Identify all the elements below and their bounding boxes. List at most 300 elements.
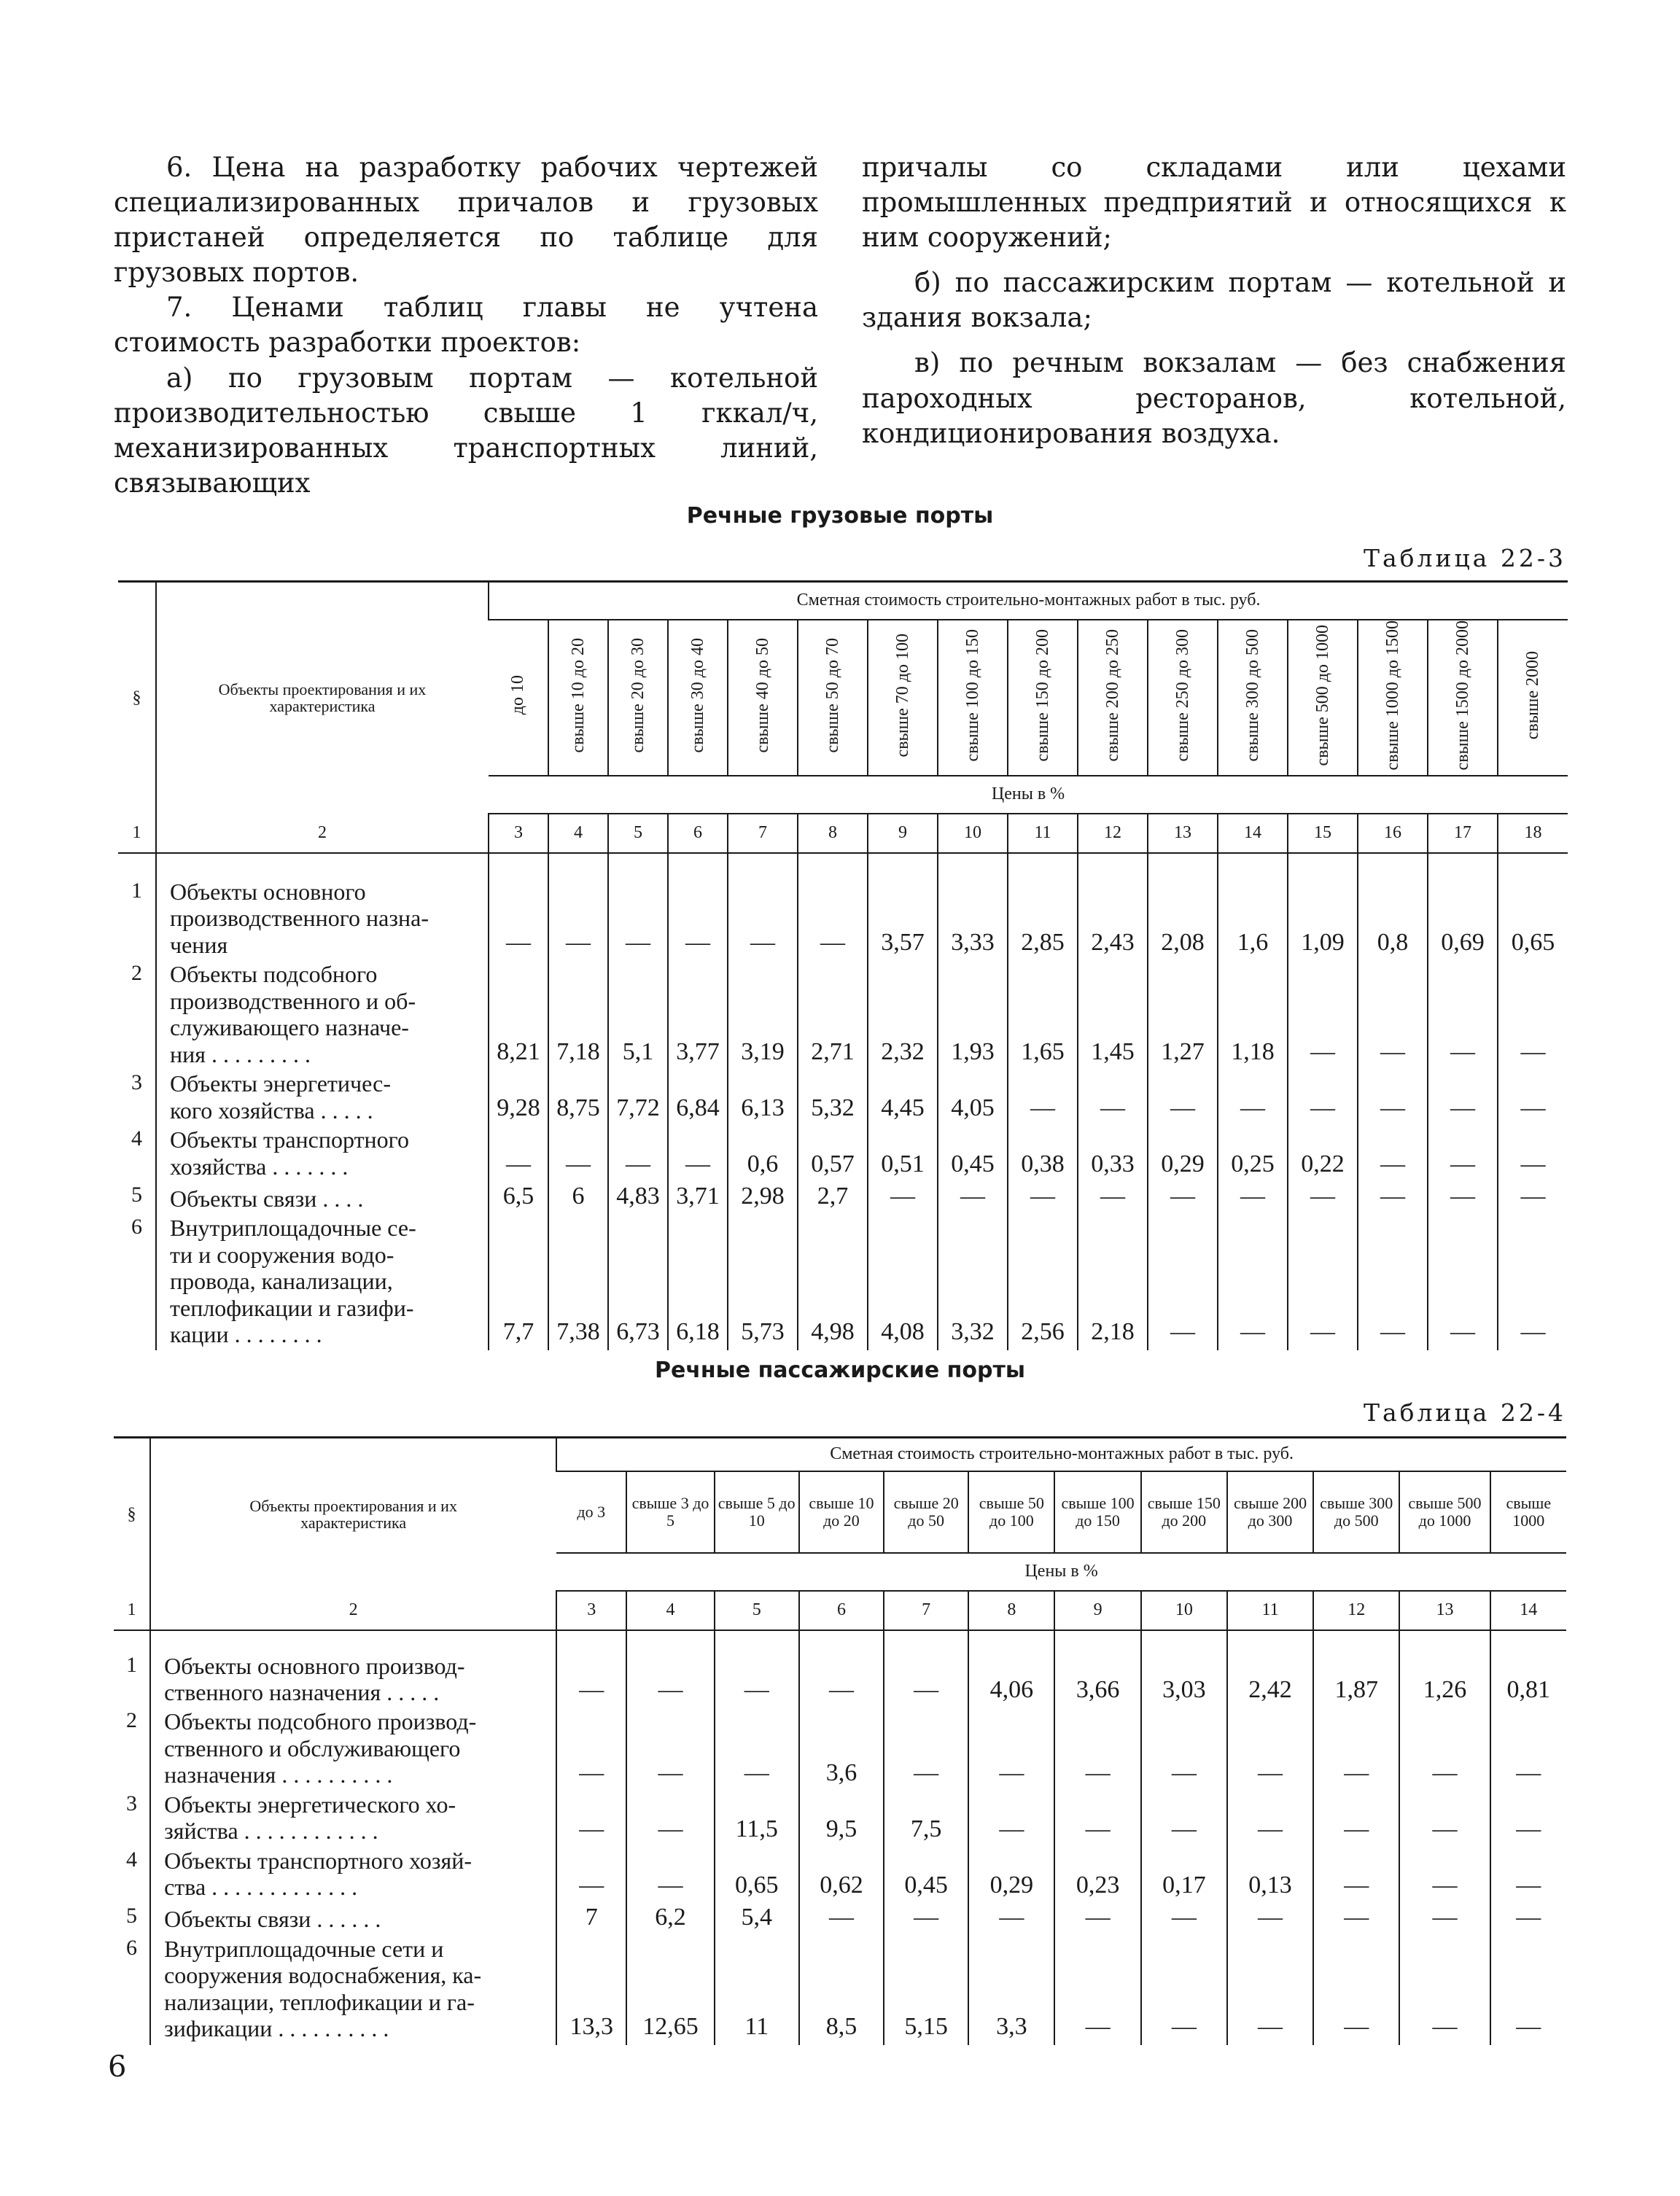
price-cell: — — [728, 853, 798, 961]
price-cell: 0,29 — [968, 1847, 1054, 1904]
price-cell: 11,5 — [715, 1791, 799, 1847]
header-cost: Сметная стоимость строительно-монтажных работ в тыс. руб. — [489, 582, 1568, 620]
price-cell: 7 — [556, 1904, 626, 1936]
row-label-line: нализации, теплофикации и га- — [164, 1988, 475, 2015]
price-cell: 4,45 — [868, 1070, 938, 1126]
row-label — [150, 1630, 556, 1709]
price-cell: 11 — [715, 1936, 799, 2045]
price-cell: — — [1008, 1183, 1078, 1215]
price-cell: — — [1313, 1936, 1399, 2045]
price-cell: — — [1218, 1183, 1288, 1215]
header-prices: Цены в % — [556, 1553, 1566, 1591]
colnum: 13 — [1148, 814, 1218, 853]
price-cell: 0,25 — [1218, 1126, 1288, 1183]
price-cell: — — [1218, 1070, 1288, 1126]
paragraph-7a: а) по грузовым портам — котельной производительностью свыше 1 гккал/ч, механизированных транспортных линий, связывающих — [114, 362, 818, 499]
price-cell: 0,57 — [798, 1126, 868, 1183]
price-cell: — — [1358, 1126, 1428, 1183]
range-label: свыше 1500 до 2000 — [1452, 620, 1472, 770]
price-cell: — — [968, 1708, 1054, 1791]
colnum: 6 — [799, 1591, 884, 1630]
row-number: 4 — [131, 1126, 142, 1151]
price-cell: — — [1358, 1215, 1428, 1350]
row-label-line: Внутриплощадочные сети и — [164, 1935, 444, 1962]
row-label-line: Объекты связи . . . . . . — [164, 1906, 381, 1933]
range-label: до 10 — [508, 675, 528, 715]
row-number: 1 — [126, 1652, 138, 1677]
price-cell: 4,83 — [608, 1183, 668, 1215]
colnum: 15 — [1288, 814, 1358, 853]
row-label-line: назначения . . . . . . . . . . — [164, 1761, 393, 1788]
header-section: § — [118, 582, 156, 814]
row-label-line: Объекты транспортного — [170, 1126, 409, 1153]
range-label: свыше 70 до 100 — [892, 633, 912, 757]
row-label — [150, 1847, 556, 1904]
page-number: 6 — [108, 2050, 127, 2084]
price-cell: 2,43 — [1078, 853, 1148, 961]
price-cell: 0,33 — [1078, 1126, 1148, 1183]
price-cell: — — [608, 853, 668, 961]
row-number: 5 — [126, 1903, 138, 1928]
row-label-line: ства . . . . . . . . . . . . . — [164, 1874, 358, 1901]
colnum: 10 — [938, 814, 1008, 853]
price-cell: — — [1227, 1791, 1313, 1847]
header-section: § — [114, 1438, 150, 1591]
range-col-6 — [668, 620, 728, 776]
colnum: 11 — [1227, 1591, 1313, 1630]
price-cell: — — [1498, 1215, 1568, 1350]
colnum: 12 — [1313, 1591, 1399, 1630]
price-cell: 5,73 — [728, 1215, 798, 1350]
range-col-10 — [938, 620, 1008, 776]
price-cell: 2,42 — [1227, 1630, 1313, 1709]
range-col-4 — [548, 620, 608, 776]
table1-caption: Речные грузовые порты — [686, 503, 994, 529]
range-label: свыше 40 до 50 — [752, 637, 772, 752]
row-label-line: Объекты основного производ- — [164, 1652, 465, 1679]
price-cell: 0,13 — [1227, 1847, 1313, 1904]
colnum: 2 — [156, 814, 489, 853]
price-cell: — — [1399, 1847, 1490, 1904]
colnum: 2 — [150, 1591, 556, 1630]
range-label: свыше 30 до 40 — [688, 637, 707, 752]
price-cell: 3,03 — [1141, 1630, 1227, 1709]
intro-text — [114, 150, 1566, 501]
price-cell: — — [938, 1183, 1008, 1215]
colnum: 9 — [868, 814, 938, 853]
price-cell: — — [799, 1630, 884, 1709]
price-cell: 0,6 — [728, 1126, 798, 1183]
row-label-line: провода, канализации, — [170, 1268, 393, 1295]
price-cell: — — [868, 1183, 938, 1215]
range-col-9 — [868, 620, 938, 776]
price-cell: 0,65 — [1498, 853, 1568, 961]
price-cell: — — [548, 853, 608, 961]
range-col-12 — [1078, 620, 1148, 776]
price-cell: 2,32 — [868, 961, 938, 1070]
price-cell: 3,3 — [968, 1936, 1054, 2045]
price-cell: — — [548, 1126, 608, 1183]
price-cell: — — [626, 1708, 714, 1791]
table-row — [118, 853, 1568, 961]
price-cell: 7,18 — [548, 961, 608, 1070]
header-cost: Сметная стоимость строительно-монтажных работ в тыс. руб. — [556, 1438, 1566, 1471]
colnum: 7 — [884, 1591, 968, 1630]
price-cell: 0,22 — [1288, 1126, 1358, 1183]
price-cell: 0,69 — [1428, 853, 1498, 961]
intro-left-column — [114, 150, 818, 501]
price-cell: — — [1054, 1936, 1140, 2045]
row-label-line: Внутриплощадочные се- — [170, 1215, 416, 1242]
price-cell: — — [798, 853, 868, 961]
price-cell: 8,21 — [489, 961, 548, 1070]
price-cell: 0,17 — [1141, 1847, 1227, 1904]
price-cell: 1,87 — [1313, 1630, 1399, 1709]
row-label-line: Объекты энергетического хо- — [164, 1791, 456, 1818]
price-cell: — — [626, 1630, 714, 1709]
range-col-13 — [1148, 620, 1218, 776]
price-cell: 4,08 — [868, 1215, 938, 1350]
row-number: 6 — [131, 1215, 142, 1239]
price-cell: — — [1490, 1936, 1566, 2045]
price-cell: — — [1313, 1904, 1399, 1936]
intro-right-column — [862, 150, 1566, 501]
price-cell: 2,08 — [1148, 853, 1218, 961]
row-label — [150, 1904, 556, 1936]
price-cell: — — [884, 1904, 968, 1936]
row-label-line: Объекты транспортного хозяй- — [164, 1847, 472, 1874]
price-cell: 5,1 — [608, 961, 668, 1070]
range-col-8: свыше 50 до 100 — [968, 1471, 1054, 1553]
row-label-line: служивающего назначе- — [170, 1014, 409, 1041]
price-cell: — — [1141, 1904, 1227, 1936]
price-cell: — — [1358, 1070, 1428, 1126]
price-cell: — — [1490, 1847, 1566, 1904]
price-cell: — — [1498, 1126, 1568, 1183]
row-label-line: ственного и обслуживающего — [164, 1734, 461, 1761]
price-cell: — — [1358, 961, 1428, 1070]
price-cell: 1,65 — [1008, 961, 1078, 1070]
price-cell: 1,09 — [1288, 853, 1358, 961]
price-cell: 2,7 — [798, 1183, 868, 1215]
price-cell: — — [1078, 1183, 1148, 1215]
price-cell: — — [556, 1791, 626, 1847]
table-row — [114, 1936, 1566, 2045]
price-cell: 6,84 — [668, 1070, 728, 1126]
row-label-line: зяйства . . . . . . . . . . . . — [164, 1818, 378, 1845]
range-col-6: свыше 10 до 20 — [799, 1471, 884, 1553]
price-cell: 6,13 — [728, 1070, 798, 1126]
range-col-4: свыше 3 до 5 — [626, 1471, 714, 1553]
range-col-8 — [798, 620, 868, 776]
range-col-13: свыше 500 до 1000 — [1399, 1471, 1490, 1553]
price-cell: — — [556, 1847, 626, 1904]
table-22-4 — [114, 1436, 1566, 2045]
table-row — [118, 1215, 1568, 1350]
price-cell: 0,38 — [1008, 1126, 1078, 1183]
colnum: 5 — [608, 814, 668, 853]
price-cell: 0,51 — [868, 1126, 938, 1183]
price-cell: — — [1141, 1708, 1227, 1791]
colnum: 7 — [728, 814, 798, 853]
colnum: 10 — [1141, 1591, 1227, 1630]
price-cell: 2,18 — [1078, 1215, 1148, 1350]
colnum: 11 — [1008, 814, 1078, 853]
table-row — [118, 961, 1568, 1070]
price-cell: — — [626, 1791, 714, 1847]
range-col-16 — [1358, 620, 1428, 776]
price-cell: 4,98 — [798, 1215, 868, 1350]
colnum: 5 — [715, 1591, 799, 1630]
price-cell: — — [1148, 1183, 1218, 1215]
table-row — [118, 1126, 1568, 1183]
price-cell: 5,15 — [884, 1936, 968, 2045]
price-cell: — — [1148, 1070, 1218, 1126]
header-objects-text: Объекты проектирования и их характеристика — [218, 680, 427, 716]
range-label: свыше 250 до 300 — [1172, 628, 1192, 761]
paragraph-7a-continued: причалы со складами или цехами промышленных предприятий и относящихся к ним сооружений; — [862, 152, 1566, 254]
colnum: 17 — [1428, 814, 1498, 853]
colnum: 3 — [489, 814, 548, 853]
row-number: 2 — [126, 1708, 138, 1733]
row-number: 4 — [126, 1847, 138, 1872]
price-cell: — — [1498, 1070, 1568, 1126]
price-cell: 6,73 — [608, 1215, 668, 1350]
row-label — [156, 1215, 489, 1350]
range-col-3 — [489, 620, 548, 776]
range-label: свыше 50 до 70 — [822, 637, 842, 752]
price-cell: — — [1313, 1791, 1399, 1847]
range-col-10: свыше 150 до 200 — [1141, 1471, 1227, 1553]
price-cell: — — [1054, 1708, 1140, 1791]
range-col-18 — [1498, 620, 1568, 776]
range-label: свыше 150 до 200 — [1032, 628, 1052, 761]
range-col-14: свыше 1000 — [1490, 1471, 1566, 1553]
price-cell: — — [556, 1708, 626, 1791]
price-cell: 3,71 — [668, 1183, 728, 1215]
price-cell: — — [1313, 1708, 1399, 1791]
price-cell: — — [1399, 1904, 1490, 1936]
price-cell: 3,32 — [938, 1215, 1008, 1350]
row-label — [156, 1183, 489, 1215]
price-cell: 8,5 — [799, 1936, 884, 2045]
row-label-line: производственного и об- — [170, 987, 416, 1014]
row-number: 3 — [126, 1791, 138, 1815]
price-cell: — — [1288, 1183, 1358, 1215]
colnum: 1 — [118, 814, 156, 853]
price-cell: 7,38 — [548, 1215, 608, 1350]
price-cell: — — [1227, 1936, 1313, 2045]
price-cell: — — [1141, 1791, 1227, 1847]
header-objects — [150, 1438, 556, 1591]
price-cell: 12,65 — [626, 1936, 714, 2045]
price-cell: 0,8 — [1358, 853, 1428, 961]
price-cell: 3,77 — [668, 961, 728, 1070]
price-cell: — — [1227, 1708, 1313, 1791]
price-cell: — — [799, 1904, 884, 1936]
header-prices: Цены в % — [489, 776, 1568, 814]
table-row — [118, 1070, 1568, 1126]
price-cell: — — [1358, 1183, 1428, 1215]
price-cell: 3,6 — [799, 1708, 884, 1791]
colnum: 6 — [668, 814, 728, 853]
price-cell: — — [1498, 961, 1568, 1070]
header-objects-text: Объекты проектирования и их характеристика — [249, 1497, 457, 1533]
range-label: свыше 100 до 150 — [962, 628, 982, 761]
price-cell: 5,32 — [798, 1070, 868, 1126]
row-number: 6 — [126, 1935, 138, 1960]
price-cell: — — [968, 1791, 1054, 1847]
price-cell: 1,93 — [938, 961, 1008, 1070]
price-cell: 3,66 — [1054, 1630, 1140, 1709]
row-label — [156, 853, 489, 961]
price-cell: — — [668, 1126, 728, 1183]
price-cell: — — [1148, 1215, 1218, 1350]
price-cell: 1,45 — [1078, 961, 1148, 1070]
colnum: 14 — [1490, 1591, 1566, 1630]
price-cell: — — [1054, 1904, 1140, 1936]
row-number: 2 — [131, 961, 142, 986]
colnum: 3 — [556, 1591, 626, 1630]
price-cell: 3,33 — [938, 853, 1008, 961]
colnum: 13 — [1399, 1591, 1490, 1630]
price-cell: 6,5 — [489, 1183, 548, 1215]
price-cell: 3,19 — [728, 961, 798, 1070]
paragraph-6: 6. Цена на разработку рабочих чертежей специализированных причалов и грузовых пристаней определяется по таблице для грузовых портов. — [114, 152, 818, 289]
price-cell: 4,05 — [938, 1070, 1008, 1126]
price-cell: 4,06 — [968, 1630, 1054, 1709]
colnum: 14 — [1218, 814, 1288, 853]
range-col-9: свыше 100 до 150 — [1054, 1471, 1140, 1553]
price-cell: — — [1490, 1904, 1566, 1936]
range-label: свыше 2000 — [1523, 650, 1543, 739]
range-label: свыше 300 до 500 — [1242, 628, 1262, 761]
row-label — [150, 1708, 556, 1791]
price-cell: — — [1428, 1070, 1498, 1126]
paragraph-7: 7. Ценами таблиц главы не учтена стоимость разработки проектов: — [114, 292, 818, 359]
price-cell: — — [968, 1904, 1054, 1936]
paragraph-7b: б) по пассажирским портам — котельной и здания вокзала; — [862, 267, 1566, 334]
row-number: 1 — [131, 878, 142, 903]
price-cell: — — [884, 1630, 968, 1709]
colnum: 9 — [1054, 1591, 1140, 1630]
price-cell: 6,2 — [626, 1904, 714, 1936]
row-label-line: кого хозяйства . . . . . — [170, 1097, 373, 1124]
price-cell: — — [1218, 1215, 1288, 1350]
price-cell: 1,18 — [1218, 961, 1288, 1070]
price-cell: — — [1428, 1183, 1498, 1215]
price-cell: — — [1428, 1126, 1498, 1183]
row-label-line: сооружения водоснабжения, ка- — [164, 1962, 482, 1989]
price-cell: 3,57 — [868, 853, 938, 961]
colnum: 16 — [1358, 814, 1428, 853]
row-label-line: Объекты связи . . . . — [170, 1185, 364, 1212]
table-row — [114, 1791, 1566, 1847]
row-label — [150, 1936, 556, 2045]
row-label — [156, 1070, 489, 1126]
table2-caption: Речные пассажирские порты — [655, 1358, 1025, 1383]
price-cell: — — [1490, 1708, 1566, 1791]
price-cell: 1,6 — [1218, 853, 1288, 961]
price-cell: 0,45 — [938, 1126, 1008, 1183]
range-label: свыше 10 до 20 — [568, 637, 588, 752]
row-label-line: ния . . . . . . . . . — [170, 1040, 311, 1067]
price-cell: — — [1227, 1904, 1313, 1936]
row-label-line: ти и сооружения водо- — [170, 1241, 394, 1268]
table-22-3 — [118, 580, 1568, 1350]
price-cell: — — [668, 853, 728, 961]
row-label-line: Объекты энергетичес- — [170, 1070, 391, 1097]
price-cell: — — [715, 1708, 799, 1791]
range-col-14 — [1218, 620, 1288, 776]
row-label-line: Объекты основного — [170, 878, 366, 905]
range-label: свыше 1000 до 1500 — [1382, 620, 1402, 770]
table1-body — [118, 853, 1568, 1351]
price-cell: — — [1288, 961, 1358, 1070]
price-cell: 0,29 — [1148, 1126, 1218, 1183]
price-cell: — — [1399, 1791, 1490, 1847]
price-cell: 7,7 — [489, 1215, 548, 1350]
header-objects — [156, 582, 489, 814]
price-cell: — — [1288, 1215, 1358, 1350]
colnum: 4 — [548, 814, 608, 853]
row-label-line: ственного назначения . . . . . — [164, 1678, 440, 1705]
price-cell: 0,65 — [715, 1847, 799, 1904]
table-row — [114, 1708, 1566, 1791]
colnum: 8 — [968, 1591, 1054, 1630]
price-cell: — — [1054, 1791, 1140, 1847]
row-label-line: хозяйства . . . . . . . — [170, 1153, 349, 1180]
range-col-7: свыше 20 до 50 — [884, 1471, 968, 1553]
price-cell: 13,3 — [556, 1936, 626, 2045]
table2-number: Таблица 22-4 — [1363, 1398, 1566, 1427]
row-label-line: Объекты подсобного — [170, 961, 378, 988]
price-cell: — — [556, 1630, 626, 1709]
price-cell: 0,23 — [1054, 1847, 1140, 1904]
price-cell: 1,26 — [1399, 1630, 1490, 1709]
colnum: 8 — [798, 814, 868, 853]
row-label-line: зификации . . . . . . . . . . — [164, 2015, 389, 2042]
range-col-11: свыше 200 до 300 — [1227, 1471, 1313, 1553]
price-cell: — — [1141, 1936, 1227, 2045]
price-cell: 9,28 — [489, 1070, 548, 1126]
range-label: свыше 20 до 30 — [628, 637, 648, 752]
price-cell: — — [1288, 1070, 1358, 1126]
table2-body — [114, 1630, 1566, 2045]
row-label-line: кации . . . . . . . . — [170, 1320, 322, 1347]
row-label — [156, 1126, 489, 1183]
row-label — [156, 961, 489, 1070]
colnum: 4 — [626, 1591, 714, 1630]
price-cell: — — [1498, 1183, 1568, 1215]
range-col-7 — [728, 620, 798, 776]
price-cell: — — [489, 1126, 548, 1183]
range-col-12: свыше 300 до 500 — [1313, 1471, 1399, 1553]
price-cell: — — [1399, 1708, 1490, 1791]
price-cell: 2,56 — [1008, 1215, 1078, 1350]
price-cell: 8,75 — [548, 1070, 608, 1126]
price-cell: 0,62 — [799, 1847, 884, 1904]
price-cell: — — [489, 853, 548, 961]
row-number: 3 — [131, 1070, 142, 1095]
price-cell: 7,72 — [608, 1070, 668, 1126]
price-cell: 0,81 — [1490, 1630, 1566, 1709]
row-number: 5 — [131, 1183, 142, 1207]
table-row — [114, 1630, 1566, 1709]
row-label-line: теплофикации и газифи- — [170, 1294, 414, 1321]
colnum: 1 — [114, 1591, 150, 1630]
range-col-15 — [1288, 620, 1358, 776]
